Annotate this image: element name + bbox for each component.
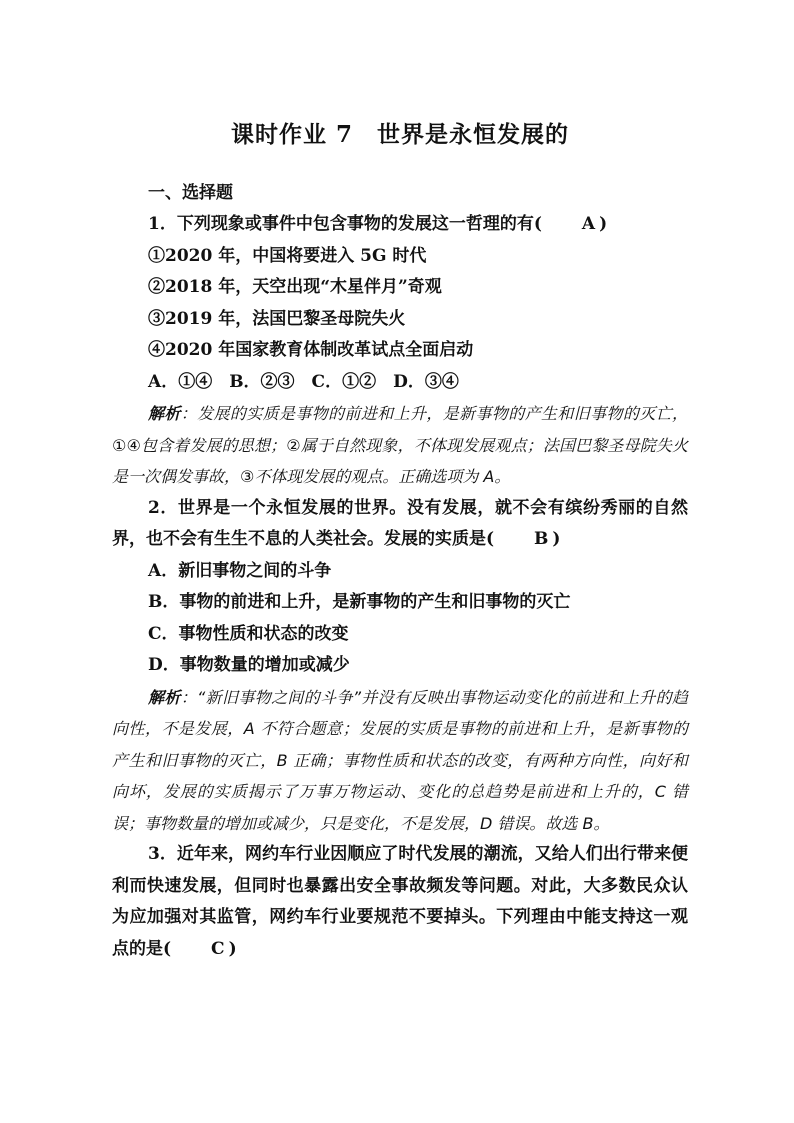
question-1-item-4: ④2020 年国家教育体制改革试点全面启动 <box>148 340 474 360</box>
question-2-option-c: C．事物性质和状态的改变 <box>148 623 349 644</box>
question-2-explanation-text: ：“新旧事物之间的斗争”并没有反映出事物运动变化的前进和上升的趋向性，不是发展，A 不符合题意；发展的实质是事物的前进和上升，是新事物的产生和旧事物的灭亡，B 正确；事物性质和状态的改变，有两种方向性，向好和向坏，发展的实质揭示了万事万物运动、变化的总趋势是前进和上升的，C 错误；事物数量的增加或减少，只是变化，不是发展，D 错误。故选 B。 <box>112 687 688 833</box>
question-2-stem-text: 2．世界是一个永恒发展的世界。没有发展，就不会有缤纷秀丽的自然界，也不会有生生不息的人类社会。发展的实质是( <box>112 497 688 549</box>
question-3 <box>112 839 688 965</box>
question-2-close: ) <box>552 529 561 549</box>
question-1-answer: A <box>581 214 596 234</box>
question-1-options: A．①④ B．②③ C．①② D．③④ <box>148 371 459 392</box>
question-1-close: ) <box>599 214 608 234</box>
question-1-item-2: ②2018 年，天空出现“木星伴月”奇观 <box>148 277 442 297</box>
document-page <box>112 118 688 965</box>
question-3-stem-text: 3．近年来，网约车行业因顺应了时代发展的潮流，又给人们出行带来便利而快速发展，但同时也暴露出安全事故频发等问题。对此，大多数民众认为应加强对其监管，网约车行业要规范不要掉头。下列理由中能支持这一观点的是( <box>112 844 688 959</box>
question-2-explanation <box>112 682 688 840</box>
question-3-close: ) <box>228 938 237 959</box>
question-2-stem <box>112 493 688 556</box>
question-1-item-1: ①2020 年，中国将要进入 5G 时代 <box>148 245 427 266</box>
question-2-answer: B <box>534 529 549 549</box>
question-1-stem-text: 1．下列现象或事件中包含事物的发展这一哲理的有( <box>148 214 542 234</box>
question-2-option-a: A．新旧事物之间的斗争 <box>148 560 332 581</box>
question-2-option-d: D．事物数量的增加或减少 <box>148 655 350 675</box>
question-1-item-3: ③2019 年，法国巴黎圣母院失火 <box>148 308 406 329</box>
question-1 <box>112 209 688 493</box>
section-heading: 一、选择题 <box>148 183 233 203</box>
explanation-label: 解析 <box>148 404 181 423</box>
question-2-option-b: B．事物的前进和上升，是新事物的产生和旧事物的灭亡 <box>148 592 571 612</box>
explanation-label: 解析 <box>148 687 181 707</box>
page-title: 课时作业 7 世界是永恒发展的 <box>230 121 569 148</box>
question-3-stem <box>112 839 688 965</box>
question-3-answer: C <box>211 938 225 959</box>
question-1-explanation <box>112 398 688 493</box>
question-2 <box>112 493 688 840</box>
question-1-explanation-text: ：发展的实质是事物的前进和上升，是新事物的产生和旧事物的灭亡，①④包含着发展的思想；②属于自然现象，不体现发展观点；法国巴黎圣母院失火是一次偶发事故，③不体现发展的观点。正确选项为 A。 <box>112 404 688 486</box>
question-1-stem <box>112 209 688 241</box>
